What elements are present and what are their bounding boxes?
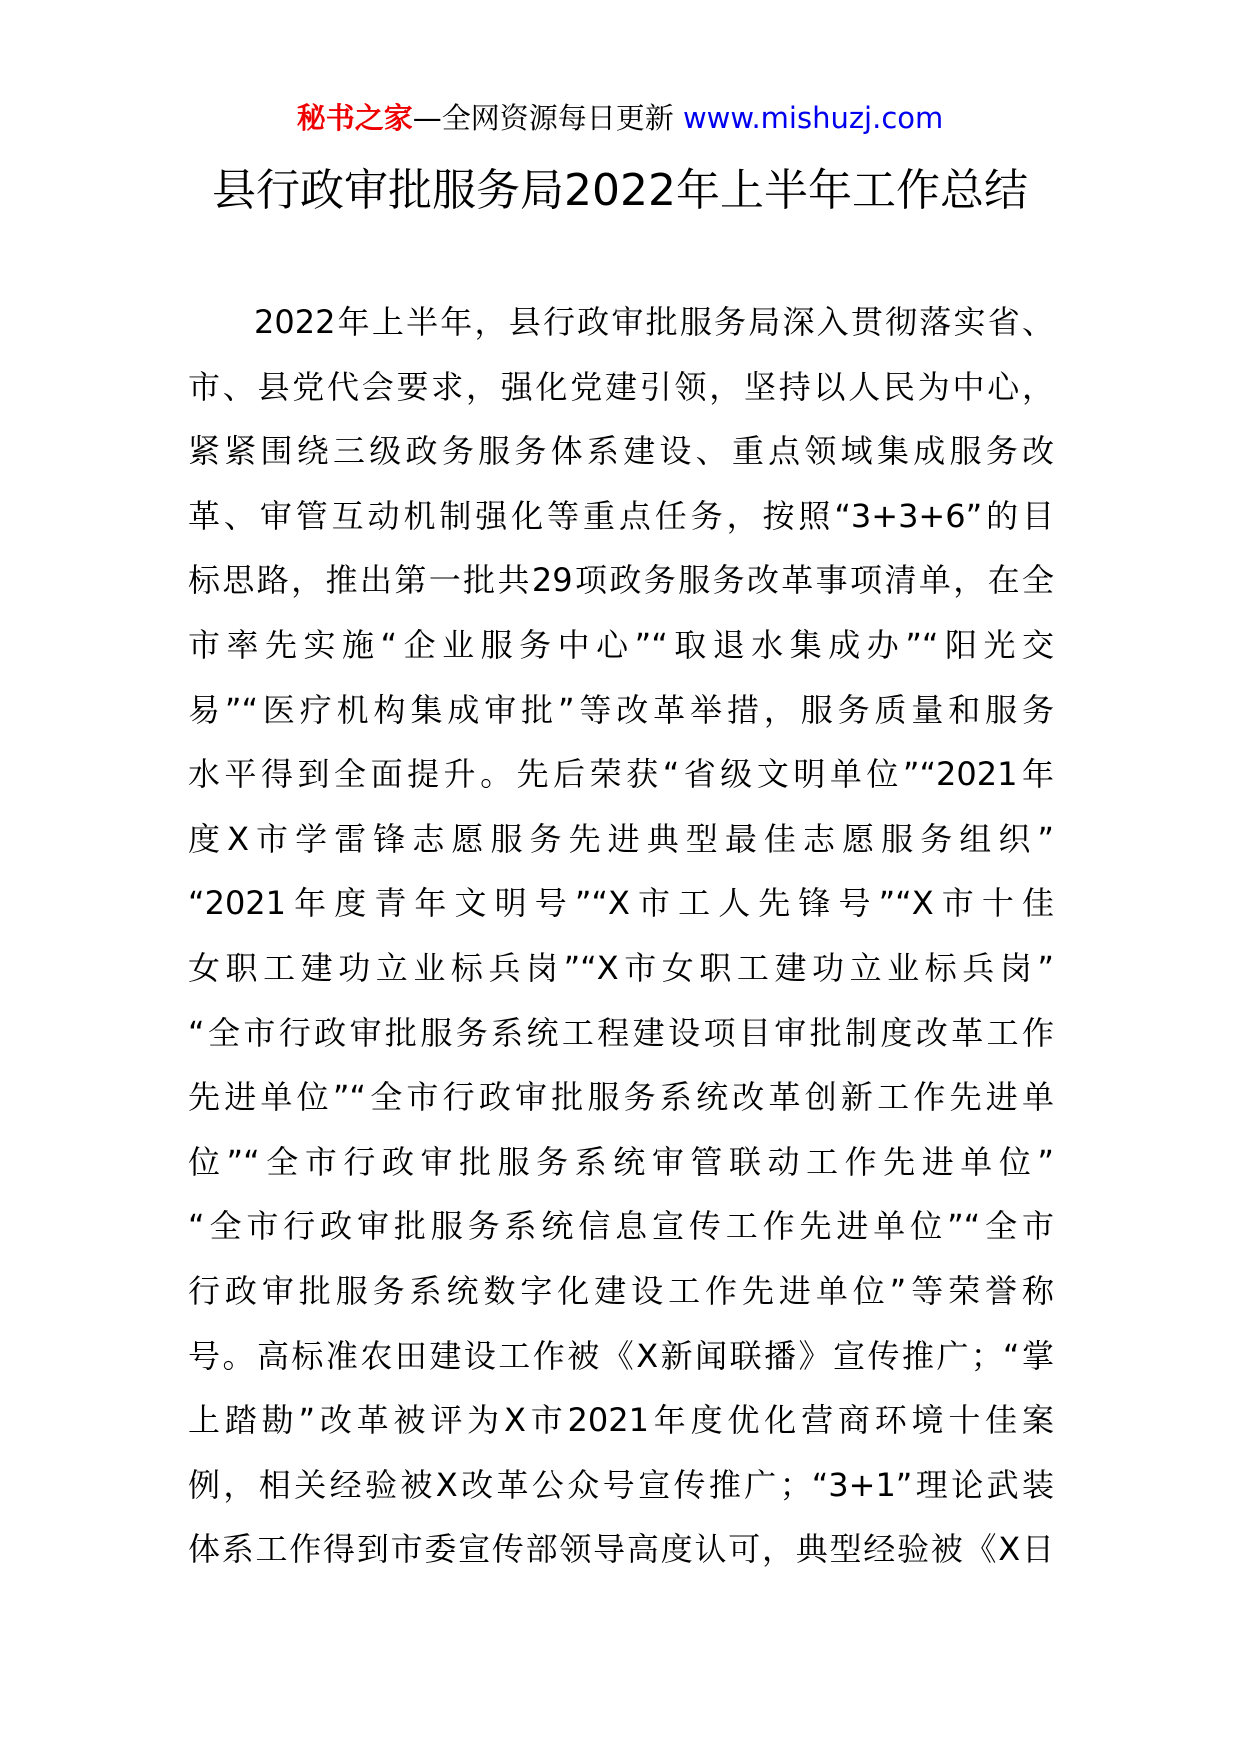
body-line: 位”“全市行政审批服务系统审管联动工作先进单位” (188, 1142, 1054, 1181)
body-line: 紧紧围绕三级政务服务体系建设、重点领域集成服务改 (188, 432, 1054, 471)
body-line: 革、审管互动机制强化等重点任务，按照“3+3+6”的目 (188, 496, 1054, 535)
document-title: 县行政审批服务局2022年上半年工作总结 (212, 165, 1028, 216)
site-header (0, 98, 1240, 138)
body-line: 体系工作得到市委宣传部领导高度认可，典型经验被《X日 (188, 1530, 1054, 1569)
body-line: 号。高标准农田建设工作被《X新闻联播》宣传推广；“掌 (188, 1336, 1054, 1375)
body-line: 度X市学雷锋志愿服务先进典型最佳志愿服务组织” (188, 819, 1054, 858)
body-line: “全市行政审批服务系统工程建设项目审批制度改革工作 (188, 1013, 1054, 1052)
body-line: 先进单位”“全市行政审批服务系统改革创新工作先进单 (188, 1078, 1054, 1117)
body-line: 市、县党代会要求，强化党建引领，坚持以人民为中心， (188, 367, 1054, 406)
body-line: “2021年度青年文明号”“X市工人先锋号”“X市十佳 (188, 884, 1054, 923)
document-body (188, 290, 1054, 1582)
body-line: 女职工建功立业标兵岗”“X市女职工建功立业标兵岗” (188, 948, 1054, 987)
site-brand: 秘书之家 (296, 101, 413, 135)
body-line: 市率先实施“企业服务中心”“取退水集成办”“阳光交 (188, 625, 1054, 664)
body-line: “全市行政审批服务系统信息宣传工作先进单位”“全市 (188, 1207, 1054, 1246)
body-line: 上踏勘”改革被评为X市2021年度优化营商环境十佳案 (188, 1401, 1054, 1440)
site-url-link[interactable]: www.mishuzj.com (682, 101, 944, 135)
body-line: 易”“医疗机构集成审批”等改革举措，服务质量和服务 (188, 690, 1054, 729)
body-line: 例，相关经验被X改革公众号宣传推广；“3+1”理论武装 (188, 1465, 1054, 1504)
body-line: 水平得到全面提升。先后荣获“省级文明单位”“2021年 (188, 755, 1054, 794)
body-line: 行政审批服务系统数字化建设工作先进单位”等荣誉称 (188, 1271, 1054, 1310)
body-line: 标思路，推出第一批共29项政务服务改革事项清单，在全 (188, 561, 1054, 600)
site-tagline: —全网资源每日更新 (412, 101, 674, 135)
body-line: 2022年上半年，县行政审批服务局深入贯彻落实省、 (254, 303, 1054, 341)
